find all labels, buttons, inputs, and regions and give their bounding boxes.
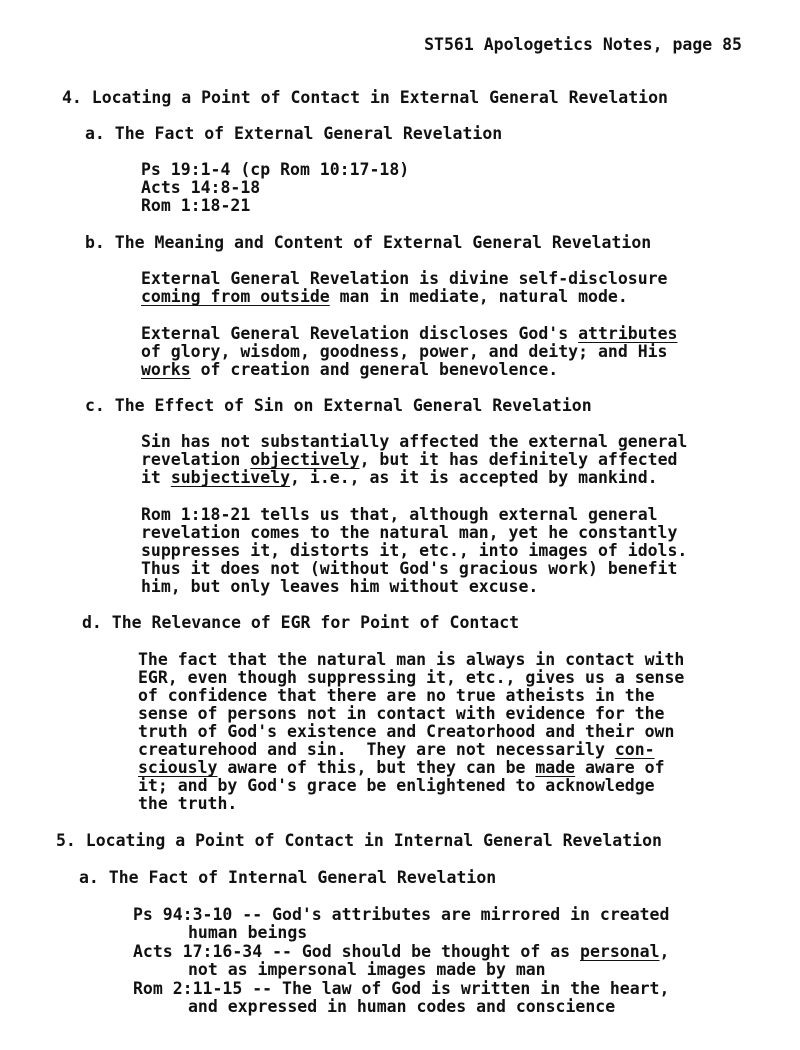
section-4d-heading: d. The Relevance of EGR for Point of Contact [82, 613, 520, 632]
body-line: Sin has not substantially affected the external general [141, 432, 688, 451]
body-line: of confidence that there are no true atheists in the [138, 686, 655, 705]
section-5a-heading: a. The Fact of Internal General Revelation [79, 868, 497, 887]
body-text: External General Revelation discloses God's [141, 324, 579, 343]
body-line [138, 759, 665, 777]
underlined-text: con- [614, 740, 655, 759]
ref-line [133, 943, 669, 961]
body-text: man in mediate, natural mode. [329, 287, 628, 306]
underlined-text: objectively [250, 450, 360, 469]
ref-line: Rom 1:18-21 [141, 196, 251, 215]
body-text: aware of [575, 758, 665, 777]
body-line: External General Revelation is divine self-disclosure [141, 269, 668, 288]
body-line: suppresses it, distorts it, etc., into images of idols. [141, 541, 688, 560]
ref-line: Acts 14:8-18 [141, 178, 261, 197]
section-5-heading: 5. Locating a Point of Contact in Internal General Revelation [56, 831, 662, 850]
section-4b-heading: b. The Meaning and Content of External General Revelation [85, 233, 652, 252]
underlined-text: made [535, 758, 576, 777]
section-4a-heading: a. The Fact of External General Revelation [85, 124, 503, 143]
body-text: , i.e., as it is accepted by mankind. [290, 468, 658, 487]
ref-line: Rom 2:11-15 -- The law of God is written in the heart, [133, 979, 670, 998]
body-line: revelation comes to the natural man, yet he constantly [141, 523, 678, 542]
body-line [141, 469, 658, 487]
body-line [141, 451, 677, 469]
body-text: revelation [141, 450, 251, 469]
ref-line: human beings [188, 923, 308, 942]
body-line: Rom 1:18-21 tells us that, although external general [141, 505, 658, 524]
body-line: it; and by God's grace be enlightened to acknowledge [138, 776, 655, 795]
body-line [141, 288, 628, 306]
section-4c-heading: c. The Effect of Sin on External General Revelation [85, 396, 592, 415]
ref-line: not as impersonal images made by man [188, 960, 546, 979]
underlined-text: coming from outside [141, 287, 330, 306]
underlined-text: works [141, 360, 191, 379]
body-line [138, 741, 655, 759]
body-text: it [141, 468, 171, 487]
underlined-text: sciously [138, 758, 218, 777]
body-text: , [659, 942, 670, 961]
section-4-heading: 4. Locating a Point of Contact in External General Revelation [62, 88, 668, 107]
underlined-text: subjectively [170, 468, 291, 487]
page-header: ST561 Apologetics Notes, page 85 [424, 35, 742, 54]
underlined-text: personal [580, 942, 660, 961]
body-line: EGR, even though suppressing it, etc., gives us a sense [138, 668, 685, 687]
body-text: aware of this, but they can be [217, 758, 536, 777]
body-line [141, 325, 677, 343]
body-text: of creation and general benevolence. [190, 360, 559, 379]
body-line: truth of God's existence and Creatorhood and their own [138, 722, 675, 741]
body-text: Acts 17:16-34 -- God should be thought of as [133, 942, 581, 961]
ref-line: Ps 94:3-10 -- God's attributes are mirrored in created [133, 905, 670, 924]
body-line [141, 361, 558, 379]
body-text: , but it has definitely affected [359, 450, 678, 469]
ref-line: and expressed in human codes and conscience [188, 997, 616, 1016]
body-line: him, but only leaves him without excuse. [141, 577, 539, 596]
body-text: creaturehood and sin. They are not necessarily [138, 740, 615, 759]
body-line: the truth. [138, 794, 238, 813]
body-line: Thus it does not (without God's gracious work) benefit [141, 559, 678, 578]
body-line: sense of persons not in contact with evidence for the [138, 704, 665, 723]
body-line: of glory, wisdom, goodness, power, and deity; and His [141, 342, 668, 361]
body-line: The fact that the natural man is always in contact with [138, 650, 685, 669]
underlined-text: attributes [578, 324, 678, 343]
ref-line: Ps 19:1-4 (cp Rom 10:17-18) [141, 160, 410, 179]
